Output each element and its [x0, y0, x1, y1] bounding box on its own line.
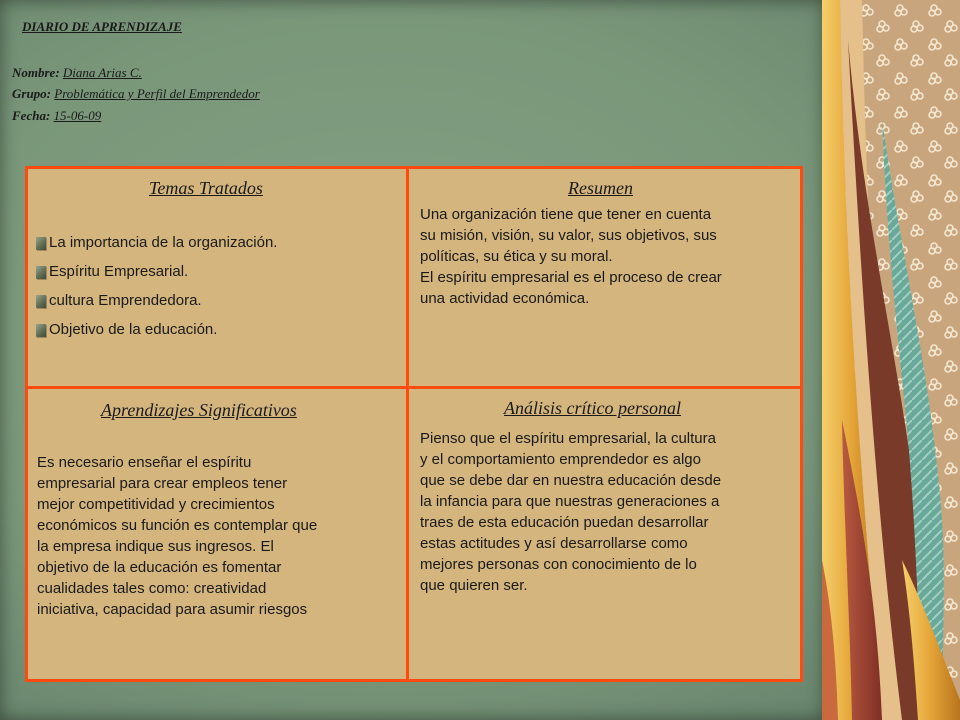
temas-list [36, 234, 277, 350]
table-horizontal-divider [25, 386, 803, 389]
resumen-title: Resumen [568, 178, 633, 198]
nombre-label: Nombre: [12, 65, 60, 80]
grupo-label: Grupo: [12, 86, 52, 101]
square-bullet-icon [36, 295, 46, 308]
list-item: La importancia de la organización. [36, 234, 277, 263]
nombre-value: Diana Arias C. [62, 65, 142, 80]
grupo-value: Problemática y Perfil del Emprendedor [54, 86, 260, 101]
list-item: cultura Emprendedora. [36, 292, 277, 321]
square-bullet-icon [36, 324, 46, 337]
grupo-row [12, 85, 260, 103]
fecha-label: Fecha: [12, 108, 51, 123]
table-vertical-divider [406, 166, 409, 682]
square-bullet-icon [36, 266, 46, 279]
nombre-row [12, 64, 142, 82]
analisis-text: Pienso que el espíritu empresarial, la cultura y el comportamiento emprendedor es algo que se debe dar en nuestra educación desde la infancia para que nuestras generaciones a traes de esta educación puedan desarrollar estas actitudes y así desarrollarse como mejores personas con conocimiento de lo que quieren ser. [420, 430, 722, 594]
list-item: Objetivo de la educación. [36, 321, 277, 350]
aprendizajes-text: Es necesario enseñar el espíritu empresarial para crear empleos tener mejor competitividad y crecimientos económicos su función es contemplar que la empresa indique sus ingresos. El objetivo de la educación es fomentar cualidades tales como: creatividad iniciativa, capacidad para asumir riesgos [37, 454, 318, 618]
resumen-text: Una organización tiene que tener en cuenta su misión, visión, su valor, sus objetivos, sus políticas, su ética y su moral. El espíritu empresarial es el proceso de crear una actividad económica. [420, 206, 722, 307]
temas-title: Temas Tratados [149, 178, 263, 198]
aprendizajes-title: Aprendizajes Significativos [101, 400, 297, 420]
decorative-side-panel [822, 0, 960, 720]
list-item: Espíritu Empresarial. [36, 263, 277, 292]
fecha-value: 15-06-09 [53, 108, 102, 123]
page-title: DIARIO DE APRENDIZAJE [22, 19, 182, 34]
square-bullet-icon [36, 237, 46, 250]
fecha-row [12, 107, 101, 125]
analisis-title: Análisis crítico personal [504, 398, 681, 418]
